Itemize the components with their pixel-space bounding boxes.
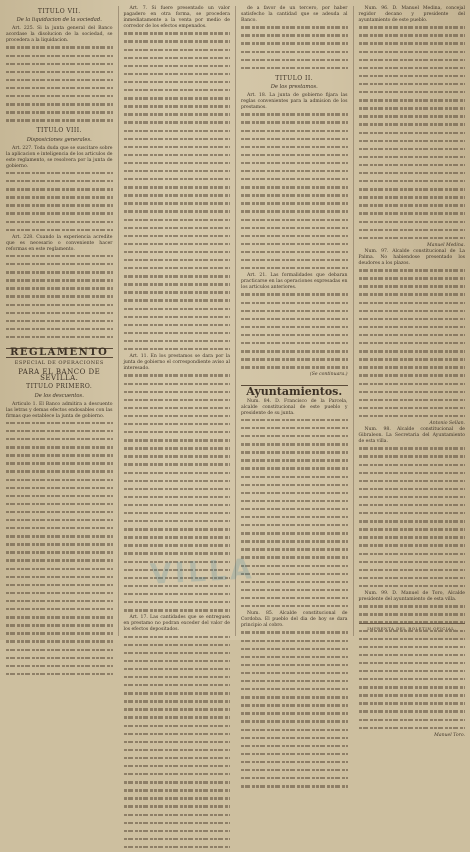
title-ii-subheading: De los prestamos. — [241, 84, 348, 90]
title-vii-heading: TITULO VII. — [6, 9, 113, 15]
text-lines — [241, 113, 348, 273]
text-lines — [241, 26, 348, 73]
title-vii-subheading: De la liquidacion de la sociedad. — [6, 17, 113, 23]
title-i-subheading: De los descuentos. — [6, 393, 113, 399]
article-18: Art. 18. La junta de gobierno fijara las reglas convenientes para la admision de los prestamos. — [241, 93, 348, 111]
article-21: Art. 21. Las formalidades que debaran practicarse en las operaciones expresadas en los articulos anteriores. — [241, 273, 348, 291]
signature-toro: Manuel Toro. — [359, 733, 466, 739]
num-84: Num. 84. D. Francisco de la Parcela, alcalde constitucional de este pueblo y presidente de su junta. — [241, 399, 348, 417]
text-lines — [241, 631, 348, 791]
column-divider — [118, 6, 119, 636]
num-99: Num. 99. D. Manuel de Toro, Alcalde presidente del ayuntamiento de esta villa. — [359, 591, 466, 603]
text-lines — [241, 419, 348, 611]
text-lines — [359, 447, 466, 591]
text-lines — [124, 374, 231, 615]
title-ii-heading: TITULO II. — [241, 76, 348, 82]
article-225: Art. 225. Si la junta general del Banco acordase la disolucion de la sociedad, se procedera a la liquidacion. — [6, 26, 113, 44]
title-i-heading: TITULO PRIMERO. — [6, 384, 113, 390]
text-lines — [6, 255, 113, 342]
num-97: Num. 97. Alcalde constitucional de La Palma. No habiendose presentado los deudores a los plazos. — [359, 249, 466, 267]
reglamento-subtitle: ESPECIAL DE OPERACIONES — [6, 360, 113, 366]
reglamento-bank: PARA EL BANCO DE SEVILLA. — [6, 369, 113, 381]
num-98: Num. 98. Alcalde constitucional de Gibraleon. La Secretaria del Ayuntamiento de esta villa. — [359, 427, 466, 445]
text-lines — [6, 422, 113, 679]
text-lines — [241, 293, 348, 372]
title-viii-heading: TITULO VIII. — [6, 128, 113, 134]
continue-note: (Se continuara.) — [241, 372, 348, 378]
printer-footer: IMPRENTA DEL BOLETIN OFICIAL. — [359, 623, 466, 632]
column-3-intro: de a favor de un tercero, por haber satisfecho la cantidad que se adeuda al Banco. — [241, 6, 348, 24]
reglamento-heading: REGLAMENTO — [6, 348, 113, 358]
text-lines — [6, 172, 113, 235]
article-228: Art. 228. Cuando la experiencia acredite que es necesario o conveniente hacer reformas en este reglamento. — [6, 235, 113, 253]
num-96: Num. 96. D. Manuel Medina, concejal regidor decano y presidente del ayuntamiento de este pueblo. — [359, 6, 466, 24]
article-1: Articulo 1. El Banco admitira a descuento las letras y demas efectos endosables con las firmas que establece la junta de gobierno. — [6, 402, 113, 420]
text-lines — [124, 32, 231, 354]
column-4 — [359, 6, 466, 636]
text-lines — [6, 46, 113, 125]
text-lines — [124, 636, 231, 852]
text-lines — [359, 269, 466, 421]
column-divider — [353, 6, 354, 636]
title-viii-subheading: Disposiciones generales. — [6, 137, 113, 143]
article-7: Art. 7. Si fuere presentado un valor pagadero en otra forma, se procedera inmediatamente a la venta por medio de corredor de los efectos empenados. — [124, 6, 231, 30]
signature-sellan: Antonio Sellan. — [359, 421, 466, 427]
column-divider — [235, 6, 236, 636]
article-227: Art. 227. Toda duda que se suscitare sobre la aplicacion e inteligencia de los articulos de este reglamento, se resolvera por la junta de gobierno. — [6, 146, 113, 170]
ayuntamientos-heading: Ayuntamientos. — [241, 385, 348, 395]
signature-medina: Manuel Medina. — [359, 243, 466, 249]
watermark-stamp: VILLA — [149, 552, 255, 590]
num-85: Num. 85. Alcalde constitucional de Cordoba. El pueblo del dia de hoy se dara principio al cobro. — [241, 611, 348, 629]
column-1 — [6, 6, 113, 636]
text-lines — [359, 26, 466, 243]
column-3 — [241, 6, 348, 636]
article-11: Art. 11. En los prestamos se dara por la junta de gobierno el correspondiente aviso al interesado. — [124, 354, 231, 372]
article-17: Art. 17. Las cantidades que se entreguen en prestamo no podran exceder del valor de los efectos depositados. — [124, 615, 231, 633]
column-2 — [124, 6, 231, 636]
